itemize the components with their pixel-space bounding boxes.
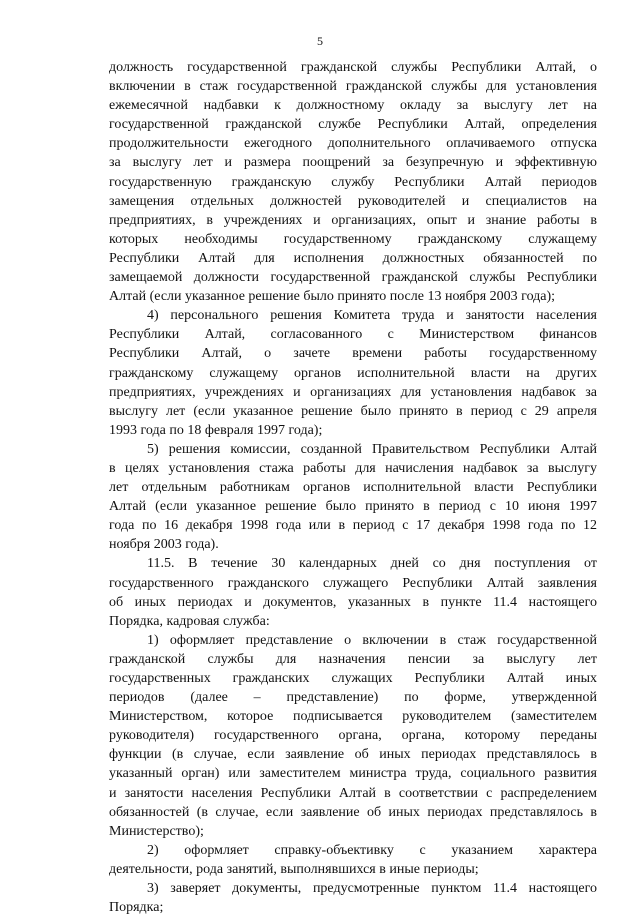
- text-line: должность государственной гражданской службы Республики Алтай, о: [109, 60, 597, 75]
- text-line: 2) оформляет справку-объективку с указанием характера: [147, 842, 597, 858]
- text-line: Порядка;: [109, 900, 164, 916]
- text-line: обязанностей (в случае, если заявление об иных периодах представлялось в: [109, 804, 597, 820]
- text-line: которых необходимы государственному гражданскому служащему: [109, 231, 597, 247]
- text-line: руководителя) государственного органа, органа, которому переданы: [109, 728, 597, 744]
- text-line: в целях установления стажа работы для начисления надбавок за выслугу: [109, 460, 597, 476]
- text-line: Алтай (если указанное решение было принято после 13 ноября 2003 года);: [109, 289, 556, 305]
- text-line: гражданской службы для назначения пенсии за выслугу лет: [109, 651, 597, 667]
- text-line: ежемесячной надбавки к должностному окладу за выслугу лет на: [109, 98, 597, 114]
- text-line: 1993 года по 18 февраля 1997 года);: [109, 422, 323, 438]
- text-line: предприятиях, в учреждениях и организациях, опыт и знание работы в: [109, 212, 597, 228]
- text-line: государственного гражданского служащего Республики Алтай заявления: [109, 575, 597, 591]
- text-line: гражданскому служащему органов исполнительной власти на других: [109, 365, 597, 381]
- text-line: Республики Алтай для исполнения должностных обязанностей по: [109, 250, 597, 266]
- text-line: продолжительности ежегодного дополнительного оплачиваемого отпуска: [109, 136, 597, 152]
- document-body: [109, 58, 597, 917]
- text-line: Министерство);: [109, 823, 204, 839]
- text-line: 4) персонального решения Комитета труда и занятости населения: [147, 308, 597, 324]
- text-line: Порядка, кадровая служба:: [109, 613, 270, 629]
- text-line: указанный орган) или заместителем министра труда, социального развития: [109, 766, 597, 782]
- text-line: замещаемой должности государственной гражданской службы Республики: [109, 270, 597, 286]
- text-line: Министерством, которое подписывается руководителем (заместителем: [109, 709, 597, 725]
- text-line: ноября 2003 года).: [109, 537, 219, 553]
- text-line: Республики Алтай, согласованного с Министерством финансов: [109, 327, 597, 343]
- text-line: 5) решения комиссии, созданной Правительством Республики Алтай: [147, 441, 597, 457]
- text-line: лет отдельным работникам органов исполнительной власти Республики: [109, 480, 597, 496]
- text-line: государственных гражданских служащих Республики Алтай иных: [109, 671, 597, 686]
- text-line: замещения отдельных должностей руководителей и специалистов на: [109, 193, 597, 209]
- text-line: Республики Алтай, о зачете времени работы государственному: [109, 346, 597, 362]
- text-line: государственной гражданской службе Республики Алтай, определения: [109, 117, 597, 133]
- text-line: Алтай (если указанное решение было принято в период с 10 июня 1997: [109, 499, 597, 515]
- text-line: за выслугу лет и размера поощрений за безупречную и эффективную: [109, 155, 597, 171]
- text-line: 11.5. В течение 30 календарных дней со дня поступления от: [147, 556, 597, 572]
- text-line: и занятости населения Республики Алтай в соответствии с распределением: [109, 785, 597, 801]
- text-line: об иных периодах и документов, указанных в пункте 11.4 настоящего: [109, 594, 597, 610]
- text-line: деятельности, рода занятий, выполнявшихся в иные периоды;: [109, 861, 479, 877]
- text-line: 3) заверяет документы, предусмотренные пунктом 11.4 настоящего: [147, 881, 597, 897]
- text-line: периодов (далее – представление) по форме, утвержденной: [109, 690, 597, 706]
- text-line: функции (в случае, если заявление об иных периодах представлялось в: [109, 747, 597, 763]
- text-line: 1) оформляет представление о включении в стаж государственной: [147, 632, 597, 648]
- text-line: включении в стаж государственной гражданской службы для установления: [109, 79, 597, 95]
- text-line: года по 16 декабря 1998 года или в период с 17 декабря 1998 года по 12: [109, 518, 597, 534]
- text-line: выслугу лет (если указанное решение было принято в период с 29 апреля: [109, 403, 597, 419]
- text-line: предприятиях, учреждениях и организациях для установления надбавок за: [109, 384, 597, 400]
- page-number: 5: [317, 34, 323, 48]
- text-line: государственную гражданскую службу Республики Алтай периодов: [109, 174, 597, 190]
